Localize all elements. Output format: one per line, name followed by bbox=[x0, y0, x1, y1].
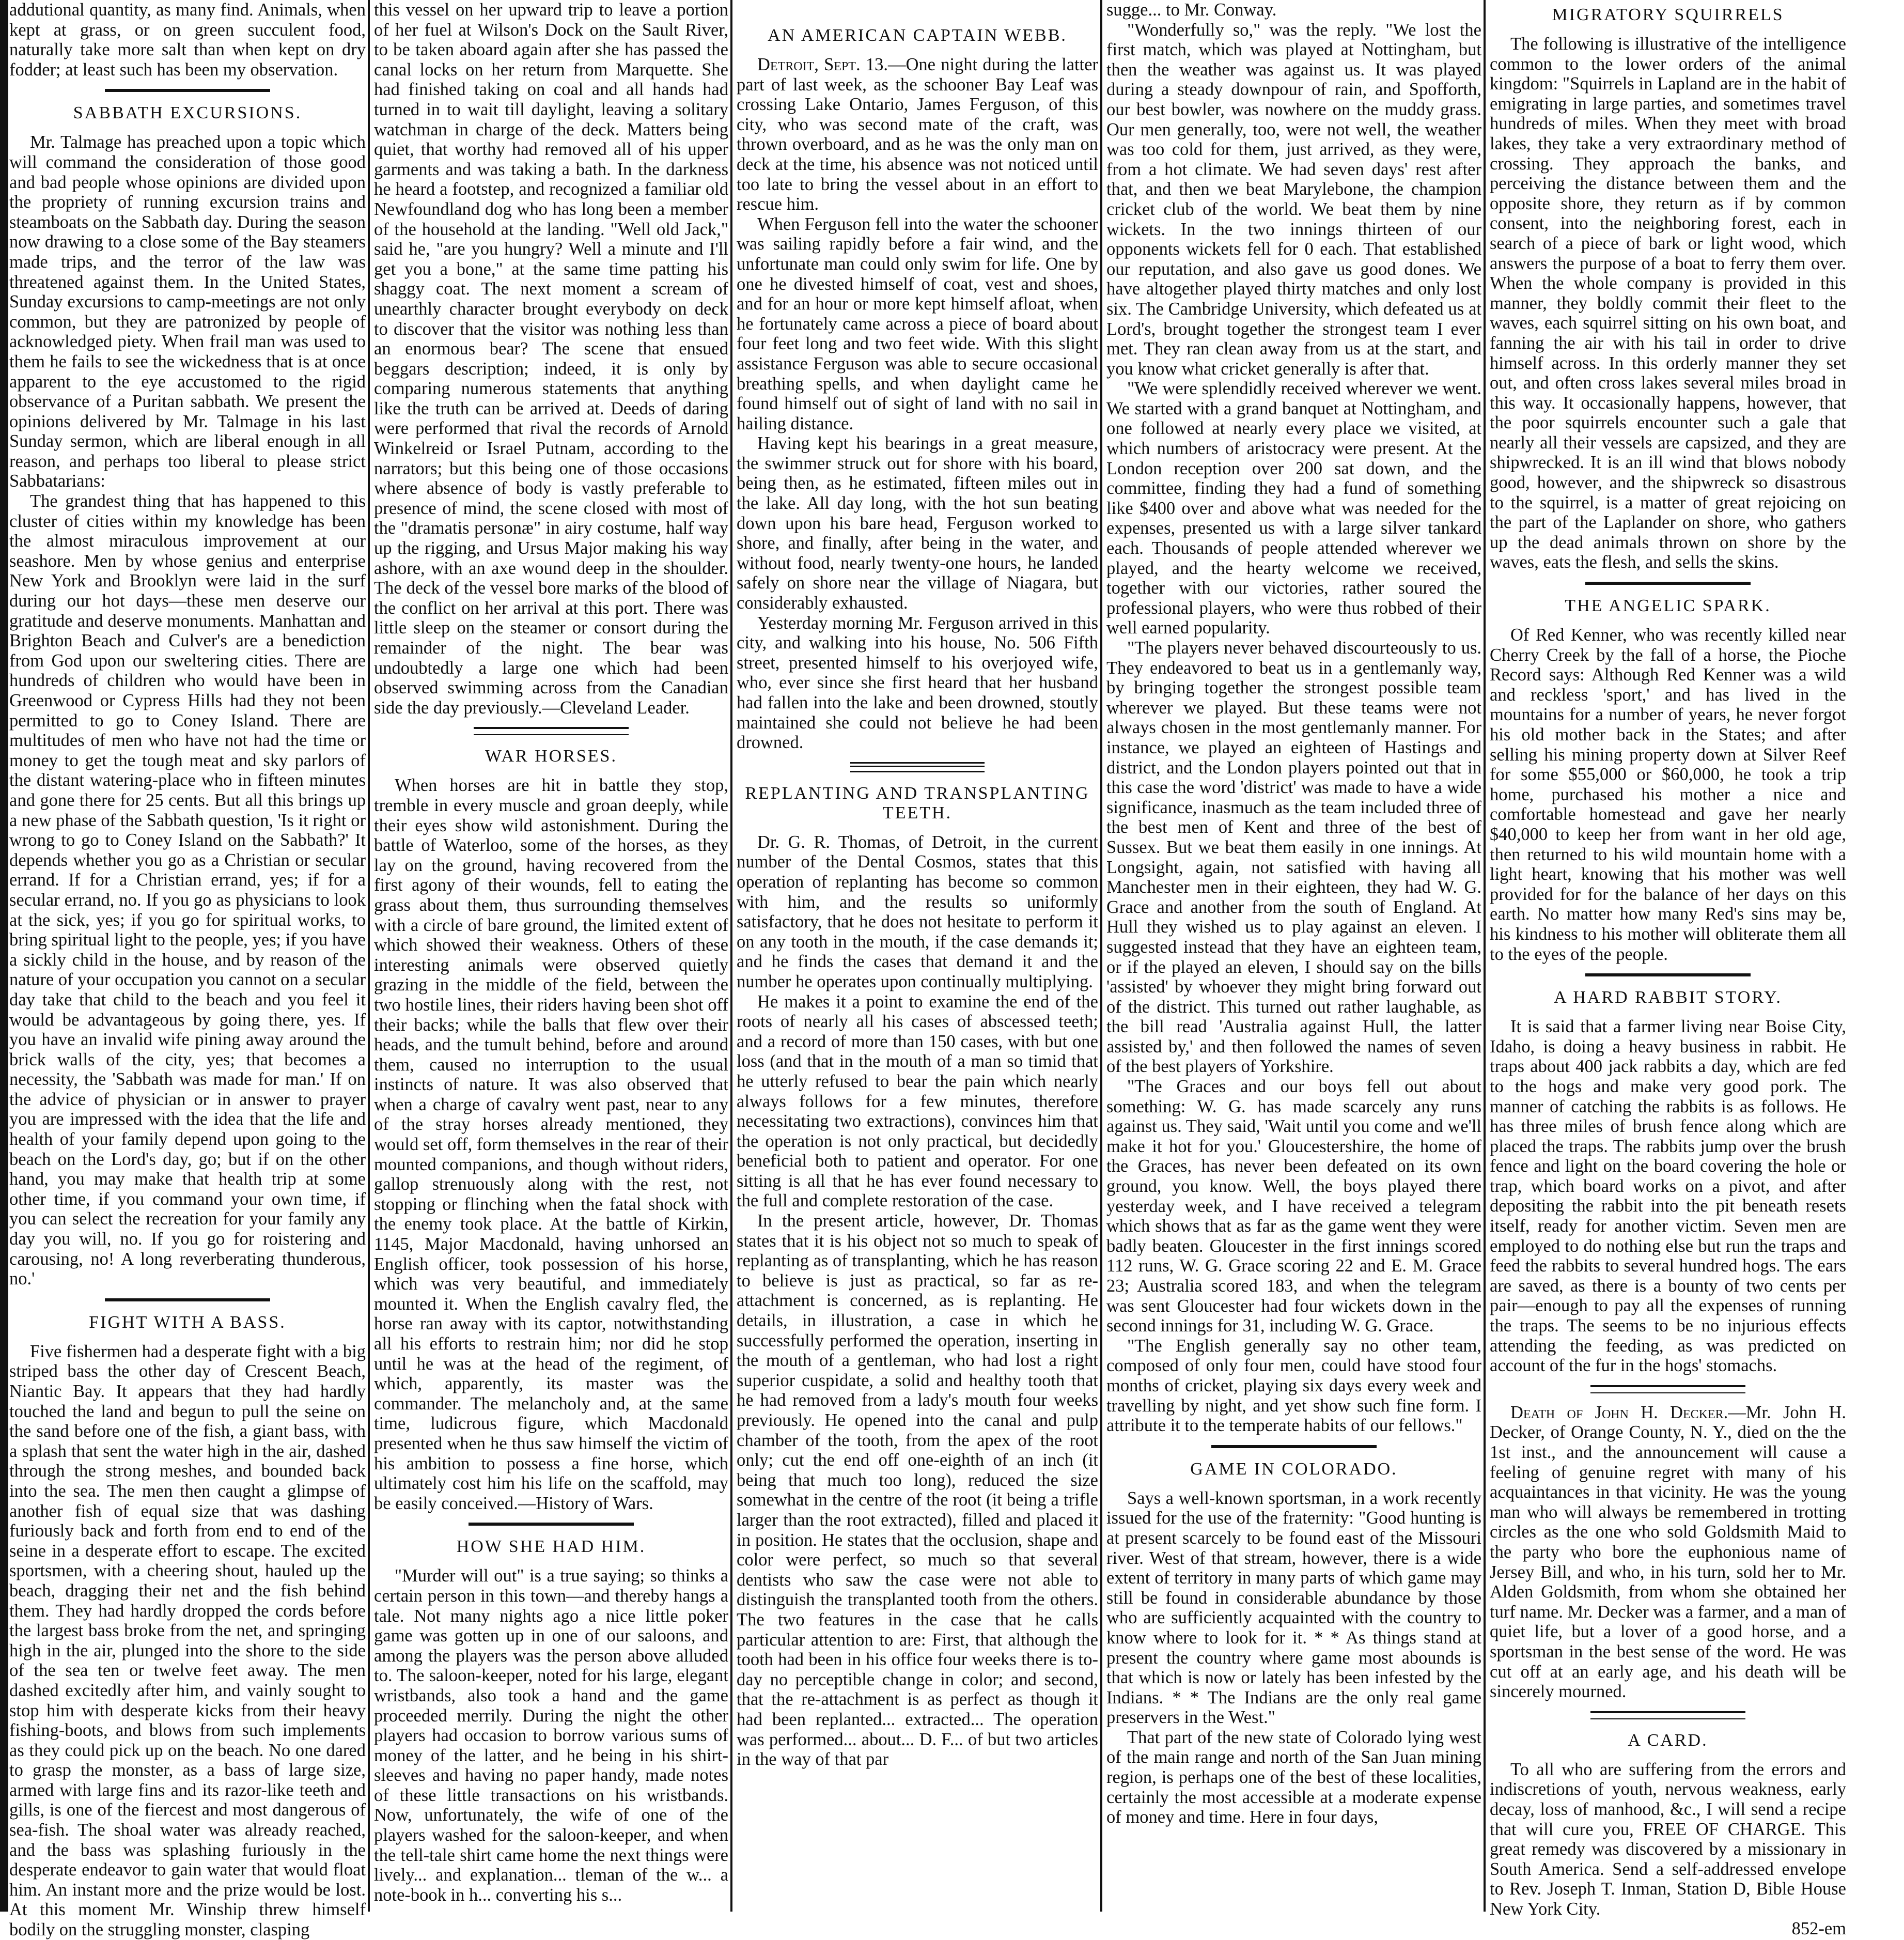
column-2 bbox=[374, 0, 728, 1912]
sabbath-paragraph-1: Mr. Talmage has preached upon a topic which will command the consideration of those good and bad people whose opinions are divided upon the propriety of running excursion trains and steamboats on the Sabbath day. During the season now drawing to a close some of the Bay steamers made trips, and the terror of the law was threatened against them. In the United States, Sunday excursions to camp-meetings are not only common, but they are patronized by people of acknowledged piety. When frail man was used to them he fails to see the wickedness that is at once apparent to the eye accustomed to the rigid observance of a Puritan sabbath. We present the opinions delivered by Mr. Talmage in his last Sunday sermon, which are liberal enough in all reason, and perhaps too liberal to please strict Sabbatarians: bbox=[9, 132, 366, 491]
bass-paragraph-1: Five fishermen had a desperate fight with a big striped bass the other day of Crescent Beach, Niantic Bay. It appears that they had hardly touched the land and begun to pull the seine on the sand before one of the fish, a giant bass, with a splash that sent the water high in the air, dashed through the strong meshes, and bounded back into the sea. The men then caught a glimpse of another fish of equal size that was dashing furiously back and forth from end to end of the seine in a desperate effort to escape. The excited sportsmen, with a cheering shout, hauled up the beach, dragging their net and the fish behind them. They had hardly dropped the cords before the largest bass broke from the net, and springing high in the air, plunged into the shore to the side of the sea ten or twelve feet away. The men dashed excitedly after him, and vainly sought to stop him with desperate kicks from their heavy fishing-boots, and blows from such implements as they could pick up on the beach. No one dared to grasp the monster, as a bass of large size, armed with large fins and its razor-like teeth and gills, is one of the fiercest and most dangerous of sea-fish. The shoal water was already reached, and the bass was splashing furiously in the desperate endeavor to gain water that would float him. An instant more and the prize would be lost. At this moment Mr. Winship threw himself bodily on the struggling monster, clasping bbox=[9, 1341, 366, 1940]
separator-rule bbox=[105, 89, 270, 92]
separator-rule bbox=[850, 762, 985, 772]
decker-paragraph bbox=[1490, 1403, 1846, 1702]
rabbit-paragraph-1: It is said that a farmer living near Boise City, Idaho, is doing a heavy business in rabbit. He traps about 400 jack rabbits a day, which are fed to the hogs and make very good pork. The manner of catching the rabbits is as follows. He has three miles of brush fence along which are placed the traps. The rabbits jump over the brush fence and light on the board covering the hole or trap, which board works on a pivot, and after depositing the rabbit into the pit beneath resets itself, ready for another victim. Seven men are employed to do nothing else but run the traps and feed the rabbits to several hundred hogs. The ears are saved, as there is a bounty of two cents per pair—enough to pay all the expenses of running the traps. The seems to be no injurious effects attending the feeding, as was predicted on account of the fur in the hogs' stomachs. bbox=[1490, 1017, 1846, 1376]
separator-rule bbox=[1585, 582, 1751, 585]
card-code: 852-em bbox=[1791, 1919, 1846, 1939]
separator-rule bbox=[1211, 1445, 1377, 1448]
separator-rule bbox=[105, 1298, 270, 1301]
cricket-paragraph-5: "The English generally say no other team, composed of only four men, could have stood four months of cricket, playing six days every week and travelling by night, and yet show such fine form. I attribute it to the temperate habits of our fellows." bbox=[1106, 1336, 1481, 1436]
column-4-intro: sugge... to Mr. Conway. bbox=[1106, 0, 1277, 20]
dateline: Detroit, Sept. 13. bbox=[757, 55, 888, 74]
separator-rule bbox=[469, 1523, 634, 1526]
decker-lead: Death of John H. Decker. bbox=[1510, 1402, 1728, 1422]
column-divider bbox=[1100, 0, 1102, 1912]
teeth-paragraph-3: In the present article, however, Dr. Thomas states that it is his object not so much to speak of replanting as of transplanting, which he has reason to believe is just as practical, so far as re-attachment is concerned, as is replanting. He details, in illustration, a case in which he successfully performed the operation, inserting in the mouth of a gentleman, who had lost a right superior cuspidate, a solid and healthy tooth that he had removed from a lady's mouth four weeks previously. He opened into the canal and pulp chamber of the tooth, from the apex of the root only; cut the end off one-eighth of an inch (it being that much too long), reduced the size somewhat in the centre of the root (it being a trifle larger than the root extracted), filled and placed it in position. He states that the occlusion, shape and color were perfect, so much so that several dentists who saw the case were not able to distinguish the transplanted tooth from the others. The two features in the case that he calls particular attention to are: First, that although the tooth had been in his office four weeks there is to-day no perceptible change in color; and second, that the re-attachment is as perfect as though it had been replanted... extracted... The operation was performed... about... D. F... of but two articles in the way of that par bbox=[737, 1211, 1098, 1770]
column-1-intro: addutional quantity, as many find. Animals, when kept at grass, or on green succulent food, naturally take more salt than when kept on dry fodder; at least such has been my observation. bbox=[9, 0, 366, 80]
headline-war-horses: WAR HORSES. bbox=[485, 747, 617, 766]
headline-migratory-squirrels: MIGRATORY SQUIRRELS bbox=[1552, 5, 1784, 24]
column-divider bbox=[1484, 0, 1486, 1912]
column-3 bbox=[737, 0, 1098, 1912]
teeth-paragraph-1: Dr. G. R. Thomas, of Detroit, in the current number of the Dental Cosmos, states that this operation of replanting has become so common with him, and the results so uniformly satisfactory, that he does not hesitate to perform it on any tooth in the mouth, if the case demands it; and he finds the cases that demand it and the number he operates upon continually multiplying. bbox=[737, 832, 1098, 991]
cricket-paragraph-1: "Wonderfully so," was the reply. "We lost the first match, which was played at Nottingham, but then the weather was against us. It was played during a steady downpour of rain, and Spofforth, our best bowler, was nowhere on the muddy grass. Our men generally, too, were not well, the weather was too cold for them, just arrived, as they were, from a hot climate. We had seven days' rest after that, and then we beat Marylebone, the champion cricket club of the world. We beat them by nine wickets. In the two innings thirteen of our opponents wickets fell for 0 each. That established our reputation, and also gave us good dones. We have altogether played thirty matches and only lost six. The Cambridge University, which defeated us at Lord's, brought together the strongest team I ever met. They ran clean away from us at the start, and you know what cricket generally is after that. bbox=[1106, 20, 1481, 379]
headline-american-captain-webb: AN AMERICAN CAPTAIN WEBB. bbox=[768, 26, 1067, 45]
war-horses-paragraph-1: When horses are hit in battle they stop, tremble in every muscle and groan deeply, while their eyes show wild astonishment. During the battle of Waterloo, some of the horses, as they lay on the ground, having recovered from the first agony of their wounds, fell to eating the grass about them, thus surrounding themselves with a circle of bare ground, the limited extent of which showed their weakness. Others of these interesting animals were observed quietly grazing in the middle of the field, between the two hostile lines, their riders having been shot off their backs; while the balls that flew over their heads, and the tumult behind, before and around them, caused no interruption to the usual instincts of nature. It was also observed that when a charge of cavalry went past, near to any of the stray horses already mentioned, they would set off, form themselves in the rear of their mounted companions, and though without riders, gallop strenuously along with the rest, not stopping or flinching when the fatal shock with the enemy took place. At the battle of Kirkin, 1145, Major Macdonald, having unhorsed an English officer, took possession of his horse, which was very beautiful, and immediately mounted it. When the English cavalry fled, the horse ran away with its captor, notwithstanding all his efforts to restrain him; nor did he stop until he was at the head of the regiment, of which, apparently, its master was the commander. The melancholy and, at the same time, ludicrous figure, which Macdonald presented when he thus saw himself the victim of his ambition to possess a fine horse, which ultimately cost him his life on the scaffold, may be easily conceived.—History of Wars. bbox=[374, 775, 728, 1513]
headline-game-in-colorado: GAME IN COLORADO. bbox=[1190, 1459, 1398, 1479]
page-binding-edge bbox=[0, 0, 8, 1912]
cricket-paragraph-4: "The Graces and our boys fell out about something: W. G. has made scarcely any runs against us. They said, 'Wait until you come and we'll make it hot for you.' Gloucestershire, the home of the Graces, has never been defeated on its own ground, you know. Well, the boys played there yesterday week, and I have received a telegram which shows that as far as the game went they were badly beaten. Gloucester in the first innings scored 112 runs, W. G. Grace scoring 22 and E. M. Grace 23; Australia scored 183, and when the telegram was sent Gloucester had four wickets down in the second innings for 31, including W. G. Grace. bbox=[1106, 1077, 1481, 1336]
headline-replanting-teeth: REPLANTING AND TRANSPLANTING TEETH. bbox=[745, 783, 1090, 822]
headline-fight-with-a-bass: FIGHT WITH A BASS. bbox=[89, 1312, 286, 1332]
headline-hard-rabbit-story: A HARD RABBIT STORY. bbox=[1554, 988, 1782, 1007]
webb-paragraph-4: Yesterday morning Mr. Ferguson arrived in this city, and walking into his house, No. 506 Fifth street, presented himself to his overjoyed wife, who, ever since she first heard that her husband had fallen into the lake and been drowned, stoutly maintained she could not believe he had been drowned. bbox=[737, 613, 1098, 753]
separator-rule bbox=[474, 727, 629, 735]
decker-text: —Mr. John H. Decker, of Orange County, N. Y., died on the the 1st inst., and the announcement will cause a feeling of genuine regret with many of his acquaintances in that vicinity. He was the young man who will always be remembered in trotting circles as the one who sold Goldsmith Maid to the party who bore the euphonious name of Jersey Bill, and who, in his turn, sold her to Mr. Alden Goldsmith, from whom she obtained her turf name. Mr. Decker was a farmer, and a man of quiet life, but a lover of a good horse, and a sportsman in the best sense of the word. He was cut off at an early age, and his death will be sincerely mourned. bbox=[1490, 1402, 1846, 1702]
game-paragraph-1: Says a well-known sportsman, in a work recently issued for the use of the fraternity: "Good hunting is at present scarcely to be found east of the Missouri river. West of that stream, however, there is a wide extent of territory in many parts of which game may still be found in considerable abundance by those who are sufficiently acquainted with the country to know where to look for it. * * As things stand at present the country where game most abounds is that which is now or lately has been infested by the Indians. * * The Indians are the only real game preservers in the West." bbox=[1106, 1488, 1481, 1728]
headline-angelic-spark: THE ANGELIC SPARK. bbox=[1565, 596, 1771, 616]
headline-a-card: A CARD. bbox=[1628, 1730, 1708, 1750]
webb-paragraph-1-text: —One night during the latter part of last week, as the schooner Bay Leaf was crossing Lake Ontario, James Ferguson, of this city, who was second mate of the craft, was thrown overboard, and as he was the only man on deck at the time, his absence was not noticed until too late to bring the vessel about in an effort to rescue him. bbox=[737, 55, 1098, 214]
webb-paragraph-3: Having kept his bearings in a great measure, the swimmer struck out for shore with his board, being then, as he estimated, fifteen miles out in the lake. All day long, with the hot sun beating down upon his bare head, Ferguson worked to shore, and finally, after being in the water, and without food, nearly twenty-one hours, he landed safely on shore near the village of Niagara, but considerably exhausted. bbox=[737, 433, 1098, 613]
card-paragraph-1: To all who are suffering from the errors and indiscretions of youth, nervous weakness, early decay, loss of manhood, &c., I will send a recipe that will cure you, FREE OF CHARGE. This great remedy was discovered by a missionary in South America. Send a self-addressed envelope to Rev. Joseph T. Inman, Station D, Bible House New York City. bbox=[1490, 1759, 1846, 1919]
how-she-had-him-paragraph-1: "Murder will out" is a true saying; so thinks a certain person in this town—and thereby hangs a tale. Not many nights ago a nice little poker game was gotten up in one of our saloons, and among the players was the person above alluded to. The saloon-keeper, noted for his large, elegant wristbands, also took a hand and the game proceeded merrily. During the night the other players had occasion to borrow various sums of money of the latter, and he being in his shirt-sleeves and having no paper handy, made notes of these little transactions on his wristbands. Now, unfortunately, the wife of one of the players washed for the saloon-keeper, and when the tell-tale shirt came home the next things were lively... and explanation... tleman of the w... a note-book in h... converting his s... bbox=[374, 1566, 728, 1905]
cricket-paragraph-3: "The players never behaved discourteously to us. They endeavored to beat us in a gentlemanly way, by bringing together the strongest possible team wherever we played. But these teams were not always chosen in the most gentlemanly manner. For instance, we played an eighteen of Hastings and district, and the London players pointed out that in this case the word 'district' was made to have a wide significance, inasmuch as the team included three of the best men of Kent and three of the best of Sussex. But we beat them easily in one innings. At Longsight, again, not satisfied with having all Manchester men in their eighteen, they had W. G. Grace and another from the south of England. At Hull they wished us to play against an eleven. I suggested instead that they have an eighteen team, or if the played an eleven, I should say on the bills 'assisted' by whoever they might bring forward out of the district. This turned out rather laughable, as the bill read 'Australia against Hull, the latter assisted by,' and then followed the names of seven of the best players of Yorkshire. bbox=[1106, 638, 1481, 1077]
sabbath-paragraph-2: The grandest thing that has happened to this cluster of cities within my knowledge has been the almost miraculous improvement at our seashore. Men by whose genius and enterprise New York and Brooklyn were laid in the surf during our hot days—these men deserve our gratitude and deserve monuments. Manhattan and Brighton Beach and Culver's are a benediction from God upon our sweltering cities. There are hundreds of children who would have been in Greenwood or Cypress Hills had they not been permitted to go to Coney Island. There are multitudes of men who have not had the time or money to get the tough meat and sky parlors of the distant watering-place who in fifteen minutes and gone there for 25 cents. But all this brings up a new phase of the Sabbath question, 'Is it right or wrong to go to Coney Island on the Sabbath?' It depends whether you go as a Christian or secular errand. If for a Christian errand, yes; if for a secular errand, no. If you go as physicians to look at the sick, yes; if you go for spiritual works, to bring spiritual light to the people, yes; if you have a sickly child in the house, and by reason of the nature of your occupation you cannot on a secular day take that child to the beach and you feel it would be advantageous by going there, yes. If you have an invalid wife pining away around the brick walls of the city, yes; that becomes a necessity, the 'Sabbath was made for man.' If on the advice of physician or in answer to prayer you are impressed with the idea that the life and health of your family depend upon going to the beach on the Lord's day, go; but if on the other hand, you may make that health trip at some other time, if you command your own time, if you can select the recreation for your family any day you will, no. If you go for roistering and carousing, no! A long reverberating thunderous, no.' bbox=[9, 491, 366, 1289]
game-paragraph-2: That part of the new state of Colorado lying west of the main range and north of the San Juan mining region, is perhaps one of the best of these localities, certainly the most accessible at a moderate expense of money and time. Here in four days, bbox=[1106, 1727, 1481, 1827]
headline-sabbath-excursions: SABBATH EXCURSIONS. bbox=[73, 103, 302, 123]
headline-how-she-had-him: HOW SHE HAD HIM. bbox=[456, 1537, 646, 1557]
separator-rule bbox=[1590, 1711, 1745, 1719]
webb-paragraph-2: When Ferguson fell into the water the schooner was sailing rapidly before a fair wind, and the unfortunate man could only swim for life. One by one he divested himself of coat, vest and shoes, and for an hour or more kept himself afloat, when he fortunately came across a piece of board about four feet long and two feet wide. With this slight assistance Ferguson was able to secure occasional breathing spells, and when daylight came he found himself out of sight of land with no sail in hailing distance. bbox=[737, 214, 1098, 433]
column-2-intro: this vessel on her upward trip to leave a portion of her fuel at Wilson's Dock on the Sault River, to be taken aboard again after she has passed the canal locks on her return from Marquette. She had finished taking on coal and all hands had turned in to wait till daylight, leaving a solitary watchman in charge of the deck. Matters being quiet, that worthy had removed all of his upper garments and was taking a bath. In the darkness he heard a footstep, and recognized a familiar old Newfoundland dog who has long been a member of the household at the landing. "Well old Jack," said he, "are you hungry? Well a minute and I'll get you a bone," at the same time patting his shaggy coat. The next moment a scream of unearthly character brought everybody on deck to discover that the visitor was nothing less than an enormous bear? The scene that ensued beggars description; indeed, it is only by comparing numerous statements that anything like the truth can be arrived at. Deeds of daring were performed that rival the records of Arnold Winkelreid or Israel Putnam, according to the narrators; but this being one of those occasions where absence of body is vastly preferable to presence of mind, the scene closed with most of the "dramatis personæ" in airy costume, half way up the rigging, and Ursus Major making his way ashore, with an axe wound deep in the shoulder. The deck of the vessel bore marks of the blood of the conflict on her arrival at this port. There was little sleep on the steamer or consort during the remainder of the night. The bear was undoubtedly a large one which had been observed swimming across from the Canadian side the day previously.—Cleveland Leader. bbox=[374, 0, 728, 718]
column-divider bbox=[368, 0, 370, 1912]
squirrels-paragraph-1: The following is illustrative of the intelligence common to the lower orders of the animal kingdom: "Squirrels in Lapland are in the habit of emigrating in large parties, and sometimes travel hundreds of miles. When they meet with broad lakes, they take a very extraordinary method of crossing. They approach the banks, and perceiving the distance between them and the opposite shore, they return as if by common consent, into the neighboring forest, each in search of a piece of bark or light wood, which answers the purpose of a boat to ferry them over. When the whole company is provided in this manner, they boldly commit their fleet to the waves, each squirrel sitting on his own boat, and fanning the air with his tail in order to drive himself across. In this orderly manner they set out, and often cross lakes several miles broad in this way. It occasionally happens, however, that the poor squirrels encounter such a gale that nearly all their vessels are capsized, and they are shipwrecked. It is an ill wind that blows nobody good, however, and the shipwreck so disastrous to the squirrel, is a matter of great rejoicing on the part of the Laplander on shore, who gathers up the dead animals thrown on shore by the waves, eats the flesh, and sells the skins. bbox=[1490, 34, 1846, 572]
separator-rule bbox=[1590, 1385, 1745, 1393]
teeth-paragraph-2: He makes it a point to examine the end of the roots of nearly all his cases of abscessed teeth; and a record of more than 150 cases, with but one loss (and that in the mouth of a man so timid that he utterly refused to bear the pain which nearly always follows for a few minutes, therefore necessitating two extractions), convinces him that the operation is not only practical, but decidedly beneficial both to patient and operator. For one sitting is all that he has ever found necessary to the full and complete restoration of the case. bbox=[737, 991, 1098, 1211]
webb-paragraph-1 bbox=[737, 55, 1098, 214]
cricket-paragraph-2: "We were splendidly received wherever we went. We started with a grand banquet at Nottingham, and one followed at nearly every place we visited, at which numbers of aristocracy were present. At the London reception over 200 sat down, and the committee, finding they had a fund of something like $400 over and above what was needed for the expenses, presented us with a large silver tankard each. Thousands of people attended wherever we played, and the hearty welcome we received, together with our victories, rather soured the professional players, who were thus robbed of their well earned popularity. bbox=[1106, 379, 1481, 638]
column-divider bbox=[730, 0, 732, 1912]
column-1 bbox=[9, 0, 366, 1940]
spark-paragraph-1: Of Red Kenner, who was recently killed near Cherry Creek by the fall of a horse, the Pioche Record says: Although Red Kenner was a wild and reckless 'sport,' and has lived in the mountains for a number of years, he never forgot his old mother back in the States; and after selling his mining property down at Silver Reef for some $55,000 or $60,000, he took a trip home, purchased his mother a nice and comfortable homestead and gave her nearly $40,000 to keep her from want in her old age, then returned to his wild mountain home with a light heart, knowing that his mother was well provided for for the balance of her days on this earth. No matter how many Red's sins may be, his kindness to his mother will obliterate them all to the eyes of the people. bbox=[1490, 625, 1846, 964]
column-4 bbox=[1106, 0, 1481, 1912]
column-5 bbox=[1490, 0, 1846, 1939]
separator-rule bbox=[1585, 973, 1751, 976]
